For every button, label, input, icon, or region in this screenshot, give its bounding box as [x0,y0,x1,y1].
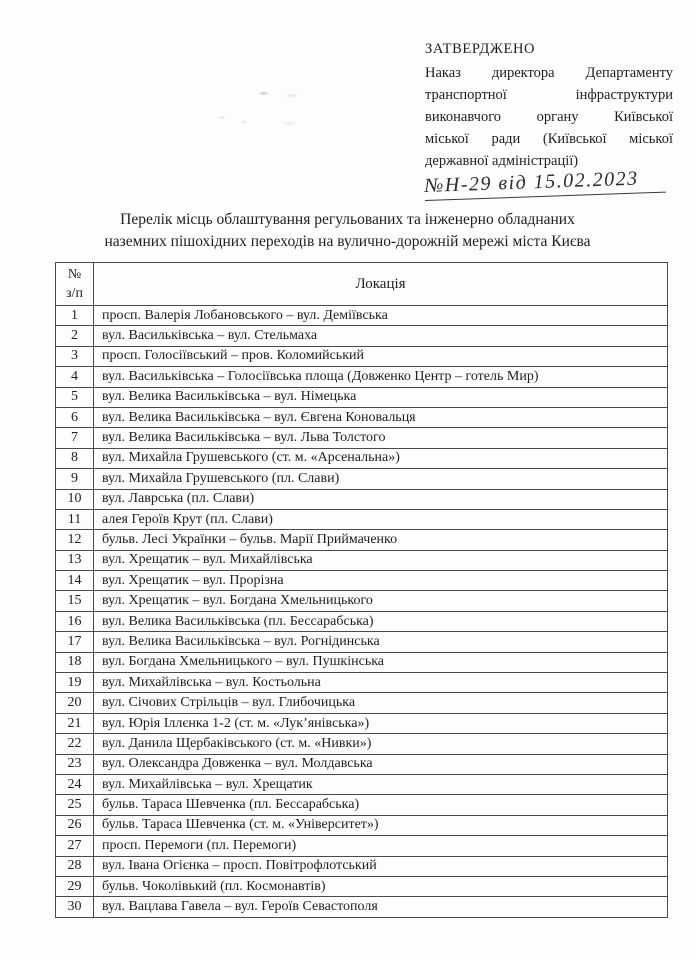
row-number: 4 [56,367,94,387]
table-row [56,774,668,794]
table-header-number-abbrev: з/п [66,286,83,301]
table-row [56,387,668,407]
row-location: просп. Голосіївський – пров. Коломийський [94,346,668,366]
row-location: вул. Васильківська – вул. Стельмаха [94,326,668,346]
row-location: вул. Велика Васильківська – вул. Німецька [94,387,668,407]
approval-body-line: транспортної інфраструктури [425,87,673,103]
row-number: 21 [56,713,94,733]
document-title-line: наземних пішохідних переходів на вулично-дорожній мережі міста Києва [104,232,591,250]
table-row [56,509,668,529]
row-number: 28 [56,856,94,876]
table-header-location: Локація [94,263,668,306]
row-number: 15 [56,591,94,611]
row-number: 11 [56,509,94,529]
row-location: просп. Перемоги (пл. Перемоги) [94,836,668,856]
row-number: 30 [56,897,94,917]
table-row [56,407,668,427]
row-number: 18 [56,652,94,672]
row-number: 23 [56,754,94,774]
row-location: вул. Велика Васильківська – вул. Рогнідинська [94,632,668,652]
row-location: бульв. Тараса Шевченка (ст. м. «Університет») [94,815,668,835]
approval-label: ЗАТВЕРДЖЕНО [425,41,536,57]
table-row [56,836,668,856]
locations-table-head [56,263,668,306]
table-row [56,652,668,672]
table-row [56,326,668,346]
table-row [56,591,668,611]
row-number: 29 [56,876,94,896]
row-number: 1 [56,306,94,326]
row-location: вул. Хрещатик – вул. Михайлівська [94,550,668,570]
row-location: алея Героїв Крут (пл. Слави) [94,509,668,529]
row-location: бульв. Тараса Шевченка (пл. Бессарабська) [94,795,668,815]
table-row [56,713,668,733]
row-number: 17 [56,632,94,652]
row-number: 6 [56,407,94,427]
table-row [56,632,668,652]
row-location: вул. Васильківська – Голосіївська площа (Довженко Центр – готель Мир) [94,367,668,387]
row-number: 7 [56,428,94,448]
row-number: 8 [56,448,94,468]
table-row [56,367,668,387]
scan-smudge [205,78,345,133]
row-number: 22 [56,734,94,754]
table-row [56,693,668,713]
row-location: вул. Лаврська (пл. Слави) [94,489,668,509]
table-row [56,673,668,693]
row-number: 27 [56,836,94,856]
table-row [56,489,668,509]
table-row [56,734,668,754]
row-number: 5 [56,387,94,407]
approval-block [425,38,673,201]
row-number: 25 [56,795,94,815]
row-location: вул. Данила Щербаківського (ст. м. «Нивки») [94,734,668,754]
row-location: вул. Хрещатик – вул. Прорізна [94,571,668,591]
row-number: 26 [56,815,94,835]
row-number: 10 [56,489,94,509]
table-row [56,876,668,896]
table-row [56,611,668,631]
row-location: вул. Велика Васильківська – вул. Євгена Коновальця [94,407,668,427]
locations-table [55,262,668,918]
table-row [56,571,668,591]
table-row [56,306,668,326]
row-number: 3 [56,346,94,366]
row-location: просп. Валерія Лобановського – вул. Деміївська [94,306,668,326]
row-location: вул. Михайлівська – вул. Хрещатик [94,774,668,794]
row-location: вул. Богдана Хмельницького – вул. Пушкінська [94,652,668,672]
row-location: вул. Олександра Довженка – вул. Молдавська [94,754,668,774]
row-number: 9 [56,469,94,489]
table-row [56,754,668,774]
table-row [56,428,668,448]
approval-body-line: Наказ директора Департаменту [425,65,673,81]
row-number: 2 [56,326,94,346]
location-table-body [56,306,668,918]
table-row [56,815,668,835]
approval-body-line: державної адміністрації) [425,153,579,169]
row-number: 20 [56,693,94,713]
row-number: 16 [56,611,94,631]
row-number: 12 [56,530,94,550]
row-location: вул. Михайла Грушевського (пл. Слави) [94,469,668,489]
table-row [56,530,668,550]
row-location: вул. Юрія Іллєнка 1-2 (ст. м. «Лук’янівська») [94,713,668,733]
approval-body-line: міської ради (Київської міської [425,131,673,147]
row-location: вул. Михайла Грушевського (ст. м. «Арсенальна») [94,448,668,468]
row-location: вул. Вацлава Гавела – вул. Героїв Севастополя [94,897,668,917]
table-row [56,897,668,917]
table-row [56,550,668,570]
table-row [56,469,668,489]
table-header-row [56,263,668,306]
row-number: 19 [56,673,94,693]
row-number: 24 [56,774,94,794]
row-location: бульв. Чоколівький (пл. Космонавтів) [94,876,668,896]
row-location: вул. Велика Васильківська – вул. Льва Толстого [94,428,668,448]
row-location: вул. Велика Васильківська (пл. Бессарабська) [94,611,668,631]
table-header-number [56,263,94,306]
row-location: вул. Січових Стрільців – вул. Глибочицька [94,693,668,713]
row-location: вул. Михайлівська – вул. Костьольна [94,673,668,693]
row-location: вул. Івана Огієнка – просп. Повітрофлотський [94,856,668,876]
document-title-line: Перелік місць облаштування регульованих та інженерно обладнаних [120,211,575,228]
row-location: бульв. Лесі Українки – бульв. Марії Приймаченко [94,530,668,550]
table-row [56,346,668,366]
table-row [56,856,668,876]
handwritten-order-number: №Н-29 від 15.02.2023 [424,167,665,201]
table-row [56,448,668,468]
row-number: 13 [56,550,94,570]
row-number: 14 [56,571,94,591]
row-location: вул. Хрещатик – вул. Богдана Хмельницького [94,591,668,611]
table-row [56,795,668,815]
table-header-number-symbol: № [67,267,82,282]
approval-body-line: виконавчого органу Київської [425,109,673,125]
document-title [37,209,658,252]
